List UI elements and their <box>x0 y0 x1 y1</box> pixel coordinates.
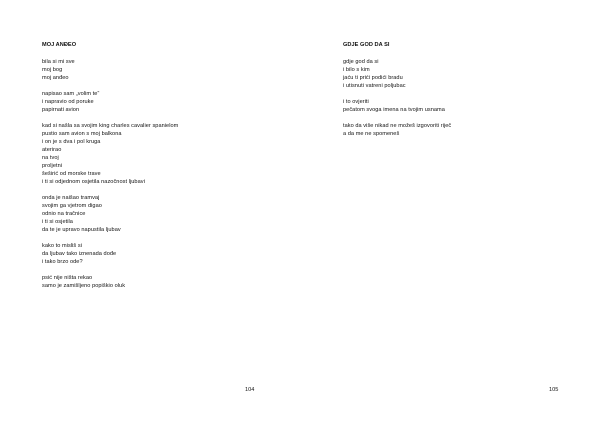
verse-line: moj anđeo <box>42 75 69 81</box>
verse-line: proljetni <box>42 163 63 169</box>
stanza <box>42 274 178 290</box>
verse-line: samo je zamišljeno popiškio oluk <box>42 283 126 289</box>
verse-line: kako to misliš si <box>42 243 83 249</box>
verse-line: onda je naišao tramvaj <box>42 195 100 201</box>
verse-line: i tako brzo ode? <box>42 259 83 265</box>
verse-line: i to ovjeriti <box>343 99 369 105</box>
verse-line: gdje god da si <box>343 59 379 65</box>
verse-line: kad si našla sa svojim king charles cavalier spanielom <box>42 123 179 129</box>
poem-left <box>42 41 178 298</box>
verse-line: odnio na tračnice <box>42 211 86 217</box>
verse-line: pečatom svoga imena na tvojim usnama <box>343 107 445 113</box>
poem-right <box>343 41 451 146</box>
verse-line: svojim ga vjetrom digao <box>42 203 102 209</box>
stanza <box>343 58 451 90</box>
verse-line: na tvoj <box>42 155 59 161</box>
verse-line: pustio sam avion s moj balkona <box>42 131 122 137</box>
verse-line: i ti si odjednom osjetila nazočnost ljubavi <box>42 179 145 185</box>
stanza <box>42 122 178 186</box>
page-number: 105 <box>549 387 559 393</box>
verse-line: i napravio od poruke <box>42 99 94 105</box>
stanzas <box>42 58 178 290</box>
verse-line: i ti si osjetila <box>42 219 73 225</box>
verse-line: i utisnuti vatreni poljubac <box>343 83 406 89</box>
verse-line: psić nije ništa rekao <box>42 275 93 281</box>
stanza <box>42 194 178 234</box>
verse-line: bila si mi sve <box>42 59 75 65</box>
stanza <box>42 58 178 82</box>
verse-line: da ljubav tako iznenada dođe <box>42 251 117 257</box>
stanzas <box>343 58 451 138</box>
verse-line: napisao sam „volim te“ <box>42 91 100 97</box>
verse-line: a da me ne spomeneš <box>343 131 400 137</box>
verse-line: aterirao <box>42 147 62 153</box>
verse-line: i on je s dva i pol kruga <box>42 139 101 145</box>
verse-line: tako da više nikad ne možeš izgovoriti riječ <box>343 123 452 129</box>
verse-line: papirnati avion <box>42 107 80 113</box>
poem-title: GDJE GOD DA SI <box>343 42 390 48</box>
stanza <box>42 90 178 114</box>
stanza <box>42 242 178 266</box>
verse-line: šeširić od morske trave <box>42 171 101 177</box>
page-number: 104 <box>245 387 255 393</box>
verse-line: jaću ti prići podići bradu <box>343 75 403 81</box>
poem-title: MOJ ANĐEO <box>42 42 77 48</box>
right-page <box>300 0 600 423</box>
verse-line: moj bog <box>42 67 63 73</box>
verse-line: i bilo s kim <box>343 67 370 73</box>
verse-line: da te je upravo napustila ljubav <box>42 227 121 233</box>
stanza <box>343 122 451 138</box>
stanza <box>343 98 451 114</box>
